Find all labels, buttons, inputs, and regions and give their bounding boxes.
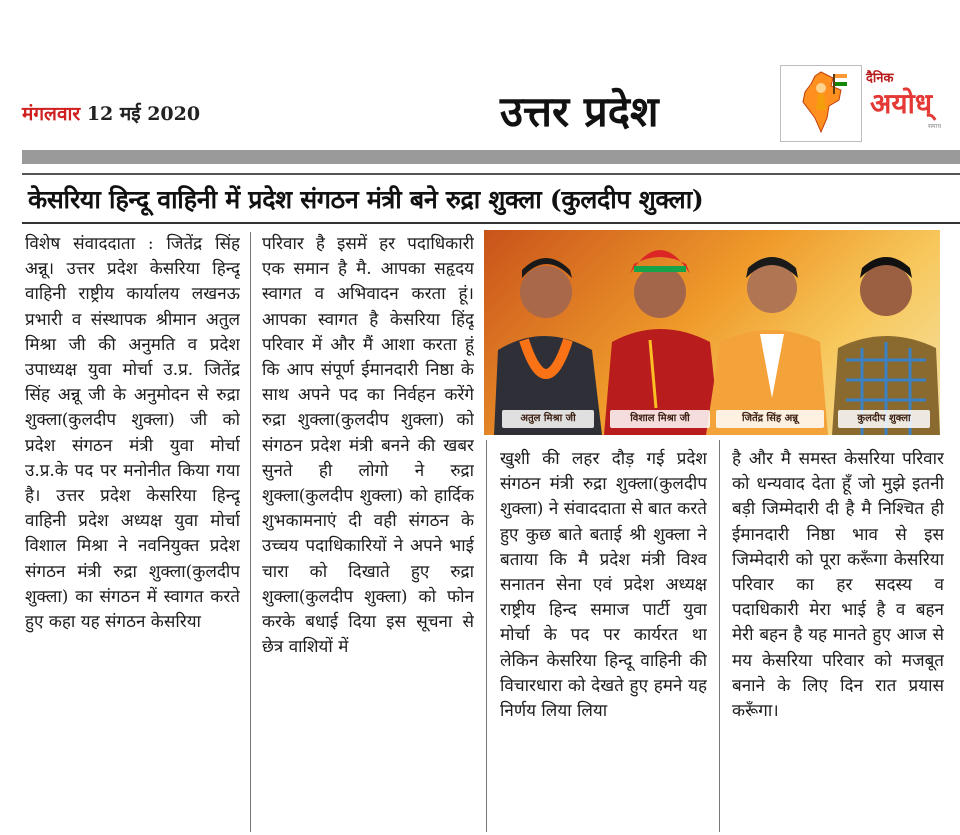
brand-tagline: समाच <box>928 123 942 130</box>
article-text: परिवार है इसमें हर पदाधिकारी एक समान है मै. आपका सहृदय स्वागत व अभिवादन करता हूं। आपका स्वागत है केसरिया हिंदू परिवार में और मैं आशा करता हूं कि आप संपूर्ण ईमानदारी निष्ठा के साथ अपने पद का निर्वहन करेंगे रुद्रा शुक्ला(कुलदीप शुक्ला) को संगठन प्रदेश मंत्री बनने की खबर सुनते ही लोगो ने रुद्रा शुक्ला(कुलदीप शुक्ला) को हार्दिक शुभकामनाएं दी वही संगठन के उच्चय पदाधिकारियों ने अपने भाई चारा को दिखाते हुए रुद्रा शुक्ला(कुलदीप शुक्ला) को फोन करके बधाई दिया इस सूचना से छेत्र वाशियों में <box>262 234 474 658</box>
article-text: है और मै समस्त केसरिया परिवार को धन्यवाद देता हूँ जो मुझे इतनी बड़ी जिम्मेदारी दी है मै निश्चित ही ईमानदारी निष्ठा भाव से इस जिम्मेदारी को पूरा करूँगा केसरिया परिवार का हर सदस्य व पदाधिकारी मेरा भाई है व बहन मेरी बहन है यह मानते हुए आज से मय केसरिया परिवार को मजबूत बनाने के लिए दिन रात प्रयास करूँगा। <box>732 449 944 722</box>
column-rule <box>486 440 487 832</box>
column-rule <box>250 232 251 832</box>
brand-prefix: दैनिक <box>866 71 894 86</box>
photo-caption-2: विशाल मिश्रा जी <box>610 410 710 428</box>
issue-date <box>22 100 200 126</box>
top-rule <box>22 173 960 175</box>
issue-date-value: 12 मई 2020 <box>86 103 201 125</box>
article-column-3 <box>500 447 707 832</box>
article-text: विशेष संवाददाता : जितेंद्र सिंह अन्नू। उत्तर प्रदेश केसरिया हिन्दू वाहिनी राष्ट्रीय कार्यालय लखनऊ प्रभारी व संस्थापक श्रीमान अतुल मिश्रा जी की अनुमति व प्रदेश उपाध्यक्ष युवा मोर्चा उ.प्र. जितेंद्र सिंह अन्नू जी के अनुमोदन से रुद्रा शुक्ला(कुलदीप शुक्ला) जी को प्रदेश संगठन मंत्री युवा मोर्चा उ.प्र.के पद पर मनोनीत किया गया है। उत्तर प्रदेश केसरिया हिन्दू वाहिनी प्रदेश अध्यक्ष युवा मोर्चा विशाल मिश्रा ने नवनियुक्त प्रदेश संगठन मंत्री रुद्रा शुक्ला(कुलदीप शुक्ला) का संगठन में स्वागत करते हुए कहा यह संगठन केसरिया <box>25 234 240 633</box>
photo-caption-4: कुलदीप शुक्ला <box>838 410 930 428</box>
article-column-4 <box>732 447 944 832</box>
article-column-1 <box>25 232 240 832</box>
brand-name: अयोध् <box>870 87 933 120</box>
newspaper-logo <box>780 65 862 142</box>
masthead-divider <box>22 150 960 164</box>
article-text: खुशी की लहर दौड़ गई प्रदेश संगठन मंत्री रुद्रा शुक्ला(कुलदीप शुक्ला) ने संवाददाता से बात करते हुए कुछ बाते बताई श्री शुक्ला ने बताया कि मै प्रदेश मंत्री विश्व सनातन सेना एवं प्रदेश अध्यक्ष राष्ट्रीय हिन्द समाज पार्टी युवा मोर्चा के पद पर कार्यरत था लेकिन केसरिया हिन्दू वाहिनी की विचारधारा को देखते हुए हमने यह निर्णय लिया लिया <box>500 449 707 722</box>
four-persons-photo <box>484 230 940 435</box>
column-rule <box>719 440 720 832</box>
headline-rule <box>22 222 960 224</box>
section-title: उत्तर प्रदेश <box>500 87 659 136</box>
india-map-icon <box>781 66 861 141</box>
photo-caption-1: अतुल मिश्रा जी <box>502 410 594 428</box>
article-photo <box>484 230 940 435</box>
article-column-2 <box>262 232 474 832</box>
photo-caption-3: जितेंद्र सिंह अन्नू <box>716 410 824 428</box>
issue-day: मंगलवार <box>22 103 81 125</box>
article-headline: केसरिया हिन्दू वाहिनी में प्रदेश संगठन मंत्री बने रुद्रा शुक्ला (कुलदीप शुक्ला) <box>28 185 704 214</box>
